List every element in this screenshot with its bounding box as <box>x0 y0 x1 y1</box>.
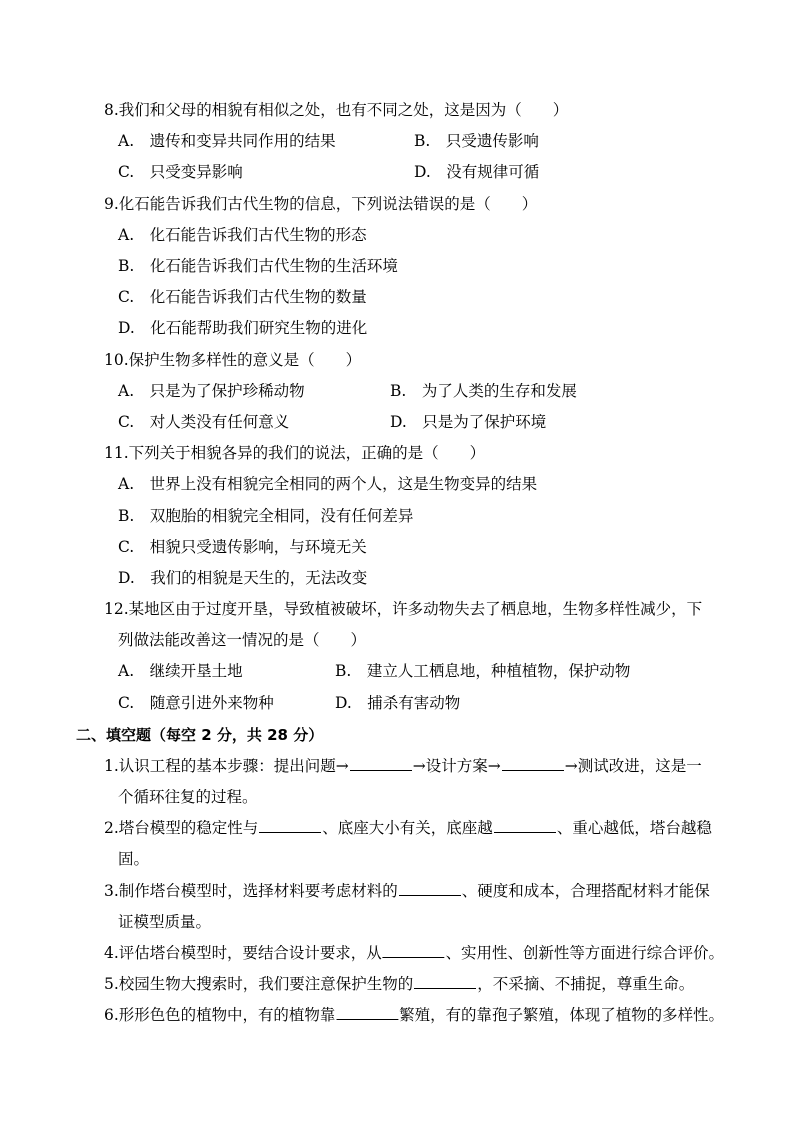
question-11-stem: 11.下列关于相貌各异的我们的说法，正确的是（ ） <box>104 444 486 462</box>
answer-blank[interactable] <box>350 756 412 771</box>
question-9-option-b: B. 化石能告诉我们古代生物的生活环境 <box>118 257 398 275</box>
fill-question-1 <box>104 756 702 776</box>
question-12-stem-line-1: 12.某地区由于过度开垦，导致植被破坏，许多动物失去了栖息地，生物多样性减少，下 <box>104 600 703 618</box>
question-12-stem-line-2: 列做法能改善这一情况的是（ ） <box>118 631 367 649</box>
answer-blank[interactable] <box>259 818 321 833</box>
question-12-option-c: C. 随意引进外来物种 <box>118 694 274 712</box>
question-9-option-d: D. 化石能帮助我们研究生物的进化 <box>118 319 368 337</box>
question-11-option-d: D. 我们的相貌是天生的，无法改变 <box>118 569 368 587</box>
question-9-option-c: C. 化石能告诉我们古代生物的数量 <box>118 288 367 306</box>
answer-blank[interactable] <box>414 974 476 989</box>
fill-4-text-a: 4.评估塔台模型时，要结合设计要求，从 <box>104 944 382 962</box>
fill-2-text-c: 、重心越低，塔台越稳 <box>556 819 712 837</box>
answer-blank[interactable] <box>399 881 461 896</box>
section-2-heading: 二、填空题（每空 2 分，共 28 分） <box>76 726 324 744</box>
fill-3-text-b: 、硬度和成本，合理搭配材料才能保 <box>461 882 710 900</box>
question-12-option-d: D. 捕杀有害动物 <box>335 694 461 712</box>
question-8-option-a: A. 遗传和变异共同作用的结果 <box>118 132 336 150</box>
fill-2-text-a: 2.塔台模型的稳定性与 <box>104 819 259 837</box>
question-11-option-a: A. 世界上没有相貌完全相同的两个人，这是生物变异的结果 <box>118 475 538 493</box>
fill-question-3 <box>104 881 710 901</box>
fill-question-4 <box>104 943 724 963</box>
question-10-stem: 10.保护生物多样性的意义是（ ） <box>104 351 362 369</box>
fill-4-text-b: 、实用性、创新性等方面进行综合评价。 <box>445 944 725 962</box>
question-8-option-b: B. 只受遗传影响 <box>414 132 539 150</box>
fill-1-text-a: 1.认识工程的基本步骤：提出问题→ <box>104 757 349 775</box>
question-8-option-c: C. 只受变异影响 <box>118 163 243 181</box>
fill-1-text-b: →设计方案→ <box>412 757 501 775</box>
fill-1-text-c: →测试改进，这是一 <box>564 757 702 775</box>
answer-blank[interactable] <box>383 943 445 958</box>
question-11-option-c: C. 相貌只受遗传影响，与环境无关 <box>118 538 367 556</box>
answer-blank[interactable] <box>502 756 564 771</box>
fill-6-text-b: 繁殖，有的靠孢子繁殖，体现了植物的多样性。 <box>399 1006 725 1024</box>
fill-5-text-b: ，不采摘、不捕捉，尊重生命。 <box>477 975 695 993</box>
fill-question-2-continued: 固。 <box>118 850 150 868</box>
fill-2-text-b: 、底座大小有关，底座越 <box>322 819 493 837</box>
question-10-option-c: C. 对人类没有任何意义 <box>118 413 290 431</box>
question-10-option-a: A. 只是为了保护珍稀动物 <box>118 382 305 400</box>
question-10-option-d: D. 只是为了保护环境 <box>390 413 547 431</box>
answer-blank[interactable] <box>494 818 556 833</box>
question-12-option-a: A. 继续开垦土地 <box>118 662 243 680</box>
question-11-option-b: B. 双胞胎的相貌完全相同，没有任何差异 <box>118 507 414 525</box>
question-9-stem: 9.化石能告诉我们古代生物的信息，下列说法错误的是（ ） <box>104 195 538 213</box>
fill-question-5 <box>104 974 694 994</box>
question-10-option-b: B. 为了人类的生存和发展 <box>390 382 577 400</box>
fill-6-text-a: 6.形形色色的植物中，有的植物靠 <box>104 1006 336 1024</box>
question-8-option-d: D. 没有规律可循 <box>414 163 540 181</box>
question-12-option-b: B. 建立人工栖息地，种植植物，保护动物 <box>335 662 631 680</box>
answer-blank[interactable] <box>336 1005 398 1020</box>
fill-5-text-a: 5.校园生物大搜索时，我们要注意保护生物的 <box>104 975 414 993</box>
question-8-stem: 8.我们和父母的相貌有相似之处，也有不同之处，这是因为（ ） <box>104 101 569 119</box>
fill-3-text-a: 3.制作塔台模型时，选择材料要考虑材料的 <box>104 882 398 900</box>
fill-question-3-continued: 证模型质量。 <box>118 913 212 931</box>
question-9-option-a: A. 化石能告诉我们古代生物的形态 <box>118 226 367 244</box>
fill-question-2 <box>104 818 712 838</box>
fill-question-1-continued: 个循环往复的过程。 <box>118 788 258 806</box>
fill-question-6 <box>104 1005 724 1025</box>
